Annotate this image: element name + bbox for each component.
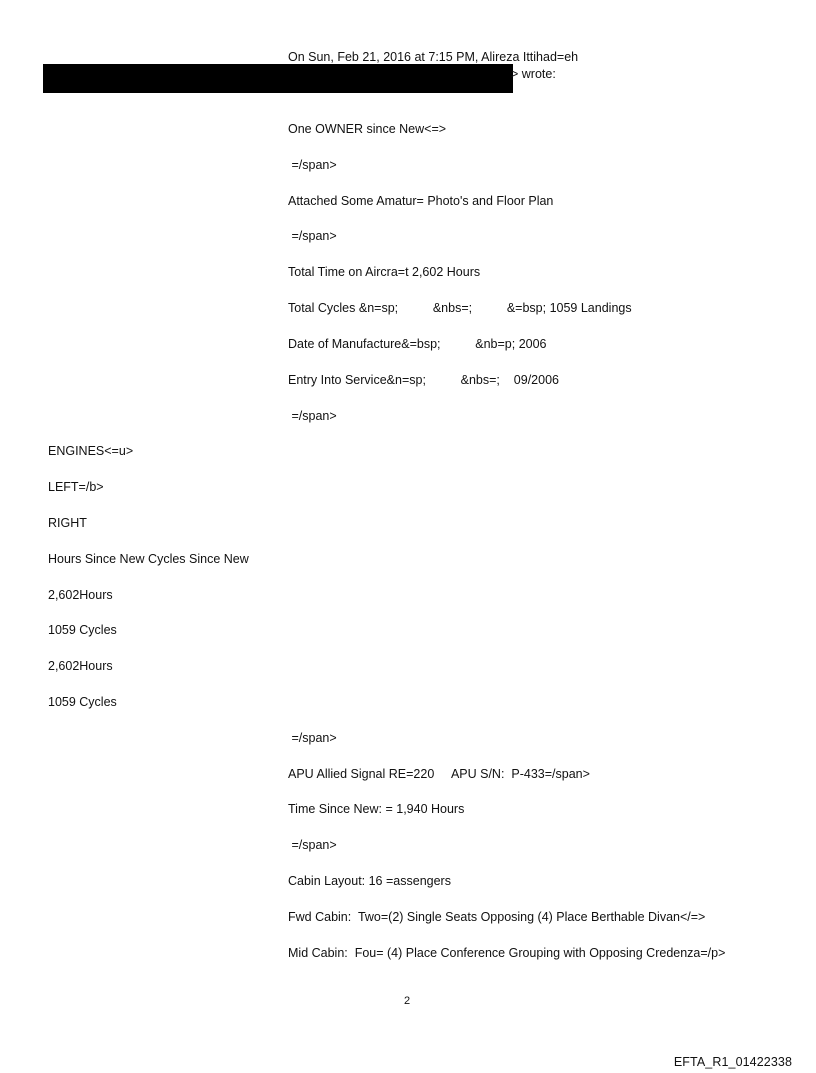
email-header-line2: > wrote: [511,67,556,81]
text-line-cabin-layout: Cabin Layout: 16 =assengers [288,874,451,888]
text-line-entry: Entry Into Service&n=sp; &nbs=; 09/2006 [288,373,559,387]
text-line-mid-cabin: Mid Cabin: Fou= (4) Place Conference Grouping with Opposing Credenza=/p> [288,946,726,960]
text-line-span2: =/span> [288,229,337,243]
text-line-span3: =/span> [288,409,337,423]
text-line-time-since-new: Time Since New: = 1,940 Hours [288,802,465,816]
engines-heading: ENGINES<=u> [48,444,134,458]
engines-right-hours: 2,602Hours [48,659,113,673]
text-line-span4: =/span> [288,731,337,745]
email-header-line1: On Sun, Feb 21, 2016 at 7:15 PM, Alireza Ittihad=eh [288,50,579,64]
text-line-manufacture: Date of Manufacture&=bsp; &nb=p; 2006 [288,337,547,351]
text-line-apu: APU Allied Signal RE=220 APU S/N: P-433=/span> [288,767,590,781]
engines-right-cycles: 1059 Cycles [48,695,117,709]
text-line-total-time: Total Time on Aircra=t 2,602 Hours [288,265,481,279]
text-line-owner: One OWNER since New<=> [288,122,447,136]
engines-left-hours: 2,602Hours [48,588,113,602]
document-id-footer: EFTA_R1_01422338 [673,1055,792,1069]
engines-right-label: RIGHT [48,516,87,530]
text-line-fwd-cabin: Fwd Cabin: Two=(2) Single Seats Opposing (4) Place Berthable Divan</=> [288,910,706,924]
text-line-total-cycles: Total Cycles &n=sp; &nbs=; &=bsp; 1059 Landings [288,301,632,315]
redaction-block [43,64,513,93]
page-number: 2 [404,995,411,1007]
engines-left-cycles: 1059 Cycles [48,623,117,637]
engines-column-headers: Hours Since New Cycles Since New [48,552,249,566]
text-line-attached: Attached Some Amatur= Photo's and Floor Plan [288,194,554,208]
text-line-span5: =/span> [288,838,337,852]
text-line-span1: =/span> [288,158,337,172]
engines-left-label: LEFT=/b> [48,480,104,494]
